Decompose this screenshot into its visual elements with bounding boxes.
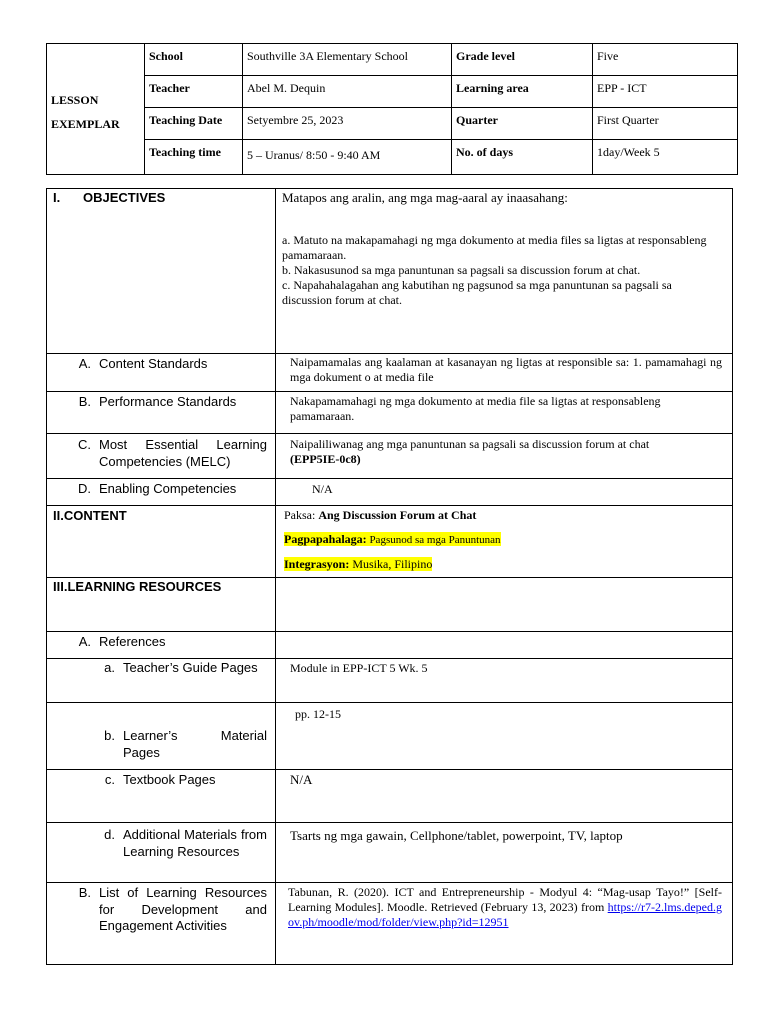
performance-standards-text: Nakapamamahagi ng mga dokumento at media file sa ligtas at responsableng pamamaraan. xyxy=(290,394,661,423)
learning-area-label: Learning area xyxy=(452,76,593,108)
additional-materials-label-cell xyxy=(47,823,276,883)
paksa-value: Ang Discussion Forum at Chat xyxy=(318,508,477,522)
additional-materials-marker: d. xyxy=(104,827,115,842)
resources-empty-cell xyxy=(276,578,733,632)
integrasyon-label: Integrasyon: xyxy=(284,557,350,571)
pagpapahalaga-value: Pagsunod sa mga Panuntunan xyxy=(366,534,501,546)
lesson-exemplar-title xyxy=(47,44,145,175)
grade-value: Five xyxy=(593,44,738,76)
teaching-time-value: 5 – Uranus/ 8:50 - 9:40 AM xyxy=(243,140,452,175)
quarter-label: Quarter xyxy=(452,108,593,140)
learning-area-value: EPP - ICT xyxy=(593,76,738,108)
textbook-value xyxy=(276,770,733,823)
learners-material-label-cell xyxy=(47,703,276,770)
teaching-time-label: Teaching time xyxy=(145,140,243,175)
textbook-marker: c. xyxy=(104,772,115,787)
integrasyon-value: Musika, Filipino xyxy=(349,557,433,571)
performance-standards-marker: B. xyxy=(78,394,91,409)
enabling-text: N/A xyxy=(312,482,333,496)
teaching-date-label: Teaching Date xyxy=(145,108,243,140)
resource-link[interactable]: https://r7-2.lms.deped.gov.ph/moodle/mod/folder/view.php?id=12951 xyxy=(288,900,722,929)
content-standards-text: Naipamamalas ang kaalaman at kasanayan ng ligtas at responsible sa: 1. pamamahagi ng mga dokument o at media file xyxy=(290,355,722,384)
lesson-title-line1: LESSON xyxy=(51,92,99,107)
melc-code: (EPP5IE-0c8) xyxy=(290,452,361,466)
paksa-label: Paksa: xyxy=(284,508,319,522)
melc-marker: C. xyxy=(78,437,91,452)
resources-heading-cell xyxy=(47,578,276,632)
textbook-text: N/A xyxy=(290,772,313,787)
content-standards-label-cell xyxy=(47,354,276,392)
objectives-content xyxy=(276,189,733,354)
school-label: School xyxy=(145,44,243,76)
objective-c: c. Napahahalagahan ang kabutihan ng pagsunod sa mga panuntunan sa pagsali sa discussion forum at chat. xyxy=(282,278,672,307)
learners-material-value xyxy=(276,703,733,770)
teachers-guide-text: Module in EPP-ICT 5 Wk. 5 xyxy=(290,661,428,675)
additional-materials-text: Tsarts ng mga gawain, Cellphone/tablet, powerpoint, TV, laptop xyxy=(290,828,623,843)
lesson-title-line2: EXEMPLAR xyxy=(51,116,120,131)
quarter-value: First Quarter xyxy=(593,108,738,140)
enabling-label-cell xyxy=(47,479,276,506)
objectives-number: I. xyxy=(53,190,61,205)
textbook-label: Textbook Pages xyxy=(123,772,216,787)
resources-title: III.LEARNING RESOURCES xyxy=(53,579,222,594)
melc-label-cell xyxy=(47,434,276,479)
learners-material-label: Learner’s Material Pages xyxy=(123,728,267,760)
teachers-guide-label: Teacher’s Guide Pages xyxy=(123,660,258,675)
teacher-label: Teacher xyxy=(145,76,243,108)
textbook-label-cell xyxy=(47,770,276,823)
content-title: II.CONTENT xyxy=(53,508,127,523)
teaching-date-value: Setyembre 25, 2023 xyxy=(243,108,452,140)
teachers-guide-label-cell xyxy=(47,659,276,703)
list-resources-label-cell xyxy=(47,883,276,965)
objectives-title: OBJECTIVES xyxy=(83,190,166,205)
melc-value xyxy=(276,434,733,479)
references-marker: A. xyxy=(78,634,91,649)
content-standards-label: Content Standards xyxy=(99,356,208,371)
references-label: References xyxy=(99,634,166,649)
school-value: Southville 3A Elementary School xyxy=(243,44,452,76)
teacher-value: Abel M. Dequin xyxy=(243,76,452,108)
lesson-header-table xyxy=(46,43,738,175)
objective-a: a. Matuto na makapamahagi ng mga dokumento at media files sa ligtas at responsableng pamamaraan. xyxy=(282,233,707,262)
teachers-guide-marker: a. xyxy=(104,660,115,675)
pagpapahalaga-label: Pagpapahalaga: xyxy=(284,532,367,546)
objectives-intro: Matapos ang aralin, ang mga mag-aaral ay inaasahang: xyxy=(282,190,568,205)
content-details xyxy=(276,506,733,578)
days-value: 1day/Week 5 xyxy=(593,140,738,175)
learners-material-text: pp. 12-15 xyxy=(295,707,341,721)
performance-standards-value xyxy=(276,392,733,434)
grade-label: Grade level xyxy=(452,44,593,76)
days-label: No. of days xyxy=(452,140,593,175)
enabling-label: Enabling Competencies xyxy=(99,481,237,496)
list-resources-marker: B. xyxy=(78,885,91,900)
learners-material-marker: b. xyxy=(104,728,115,743)
objective-b: b. Nakasusunod sa mga panuntunan sa pagsali sa discussion forum at chat. xyxy=(282,263,641,277)
objectives-heading-cell xyxy=(47,189,276,354)
teachers-guide-value xyxy=(276,659,733,703)
enabling-marker: D. xyxy=(78,481,91,496)
list-resources-value xyxy=(276,883,733,965)
additional-materials-value xyxy=(276,823,733,883)
performance-standards-label-cell xyxy=(47,392,276,434)
references-label-cell xyxy=(47,632,276,659)
melc-label: Most Essential Learning Competencies (MELC) xyxy=(99,437,267,469)
list-resources-text: Tabunan, R. (2020). ICT and Entrepreneurship - Modyul 4: “Mag-usap Tayo!” [Self-Learning Modules]. Moodle. Retrieved (February 13, 2023) from xyxy=(288,885,722,914)
performance-standards-label: Performance Standards xyxy=(99,394,237,409)
content-standards-value xyxy=(276,354,733,392)
enabling-value xyxy=(276,479,733,506)
content-heading-cell xyxy=(47,506,276,578)
list-resources-label: List of Learning Resources for Development and Engagement Activities xyxy=(99,885,267,933)
references-empty-cell xyxy=(276,632,733,659)
content-standards-marker: A. xyxy=(78,356,91,371)
melc-text: Naipaliliwanag ang mga panuntunan sa pagsali sa discussion forum at chat xyxy=(290,437,650,451)
additional-materials-label: Additional Materials from Learning Resources xyxy=(123,827,267,859)
lesson-plan-table xyxy=(46,188,733,965)
